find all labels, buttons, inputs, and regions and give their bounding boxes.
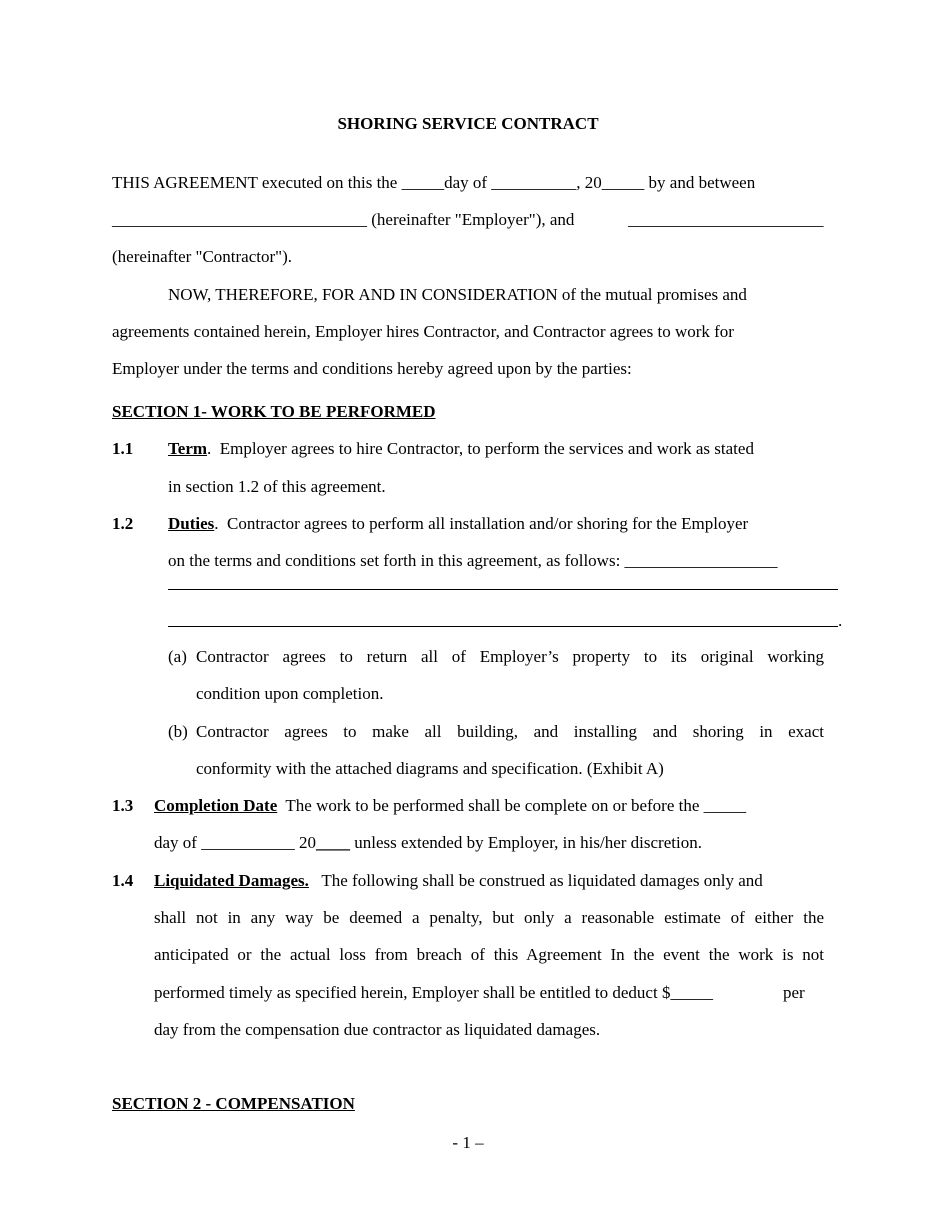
clause-1-4-line-1 xyxy=(154,871,763,891)
clause-1-2-line-2: on the terms and conditions set forth in this agreement, as follows: __________________ xyxy=(168,551,778,570)
clause-1-2-line-1 xyxy=(168,514,748,534)
clause-1-4-line-3: anticipated or the actual loss from breach of this Agreement In the event the work is not xyxy=(154,945,824,964)
recital-line-2: agreements contained herein, Employer hires Contractor, and Contractor agrees to work for xyxy=(112,322,734,341)
sub-a-marker: (a) xyxy=(168,647,187,666)
clause-1-4-label: Liquidated Damages. xyxy=(154,871,309,890)
intro-line-1: THIS AGREEMENT executed on this the _____day of __________, 20_____ by and between xyxy=(112,173,756,192)
document-title: SHORING SERVICE CONTRACT xyxy=(337,114,599,133)
sub-a-line-1: Contractor agrees to return all of Employer’s property to its original working xyxy=(196,647,824,666)
clause-1-2-text: . Contractor agrees to perform all installation and/or shoring for the Employer xyxy=(214,514,749,533)
intro-line-2-contractor-blank: _______________________ xyxy=(628,210,824,229)
intro-line-2-employer: ______________________________ (hereinafter "Employer"), and xyxy=(112,210,575,229)
sub-b-line-1: Contractor agrees to make all building, and installing and shoring in exact xyxy=(196,722,824,741)
clause-1-4-text: The following shall be construed as liquidated damages only and xyxy=(308,871,763,890)
duties-blank-line-1 xyxy=(168,589,838,590)
clause-1-3-year-blank: ____ xyxy=(315,833,350,852)
clause-1-1-label: Term xyxy=(168,439,208,458)
clause-1-2-label: Duties xyxy=(168,514,215,533)
clause-1-3-label: Completion Date xyxy=(154,796,278,815)
duties-blank-line-2 xyxy=(168,626,838,627)
clause-1-3-text: The work to be performed shall be complete on or before the _____ xyxy=(277,796,747,815)
clause-1-1-line-2: in section 1.2 of this agreement. xyxy=(168,477,386,496)
intro-line-3: (hereinafter "Contractor"). xyxy=(112,247,293,266)
clause-1-3-line-2 xyxy=(154,833,702,853)
clause-1-4-line-4-per: per xyxy=(783,983,805,1002)
sub-b-line-2: conformity with the attached diagrams and specification. (Exhibit A) xyxy=(196,759,664,778)
duties-end-period: . xyxy=(838,611,843,630)
sub-a-line-2: condition upon completion. xyxy=(196,684,384,703)
recital-line-3: Employer under the terms and conditions hereby agreed upon by the parties: xyxy=(112,359,632,378)
clause-1-4-line-2: shall not in any way be deemed a penalty, but only a reasonable estimate of either the xyxy=(154,908,824,927)
page-number: - 1 – xyxy=(452,1133,484,1152)
recital-line-1: NOW, THEREFORE, FOR AND IN CONSIDERATION of the mutual promises and xyxy=(168,285,747,304)
clause-1-1-line-1 xyxy=(168,439,754,459)
clause-1-4-line-5: day from the compensation due contractor as liquidated damages. xyxy=(154,1020,601,1039)
clause-1-1-text: . Employer agrees to hire Contractor, to perform the services and work as stated xyxy=(207,439,754,458)
clause-1-1-number: 1.1 xyxy=(112,439,134,458)
clause-1-4-number: 1.4 xyxy=(112,871,134,890)
sub-b-marker: (b) xyxy=(168,722,188,741)
clause-1-4-line-4: performed timely as specified herein, Employer shall be entitled to deduct $_____ xyxy=(154,983,713,1002)
clause-1-3-date-suffix: unless extended by Employer, in his/her discretion. xyxy=(349,833,702,852)
clause-1-3-number: 1.3 xyxy=(112,796,134,815)
section-1-heading: SECTION 1- WORK TO BE PERFORMED xyxy=(112,402,436,421)
section-2-heading: SECTION 2 - COMPENSATION xyxy=(112,1094,355,1113)
clause-1-3-line-1 xyxy=(154,796,746,816)
clause-1-2-number: 1.2 xyxy=(112,514,134,533)
clause-1-3-date-prefix: day of ___________ 20 xyxy=(154,833,316,852)
